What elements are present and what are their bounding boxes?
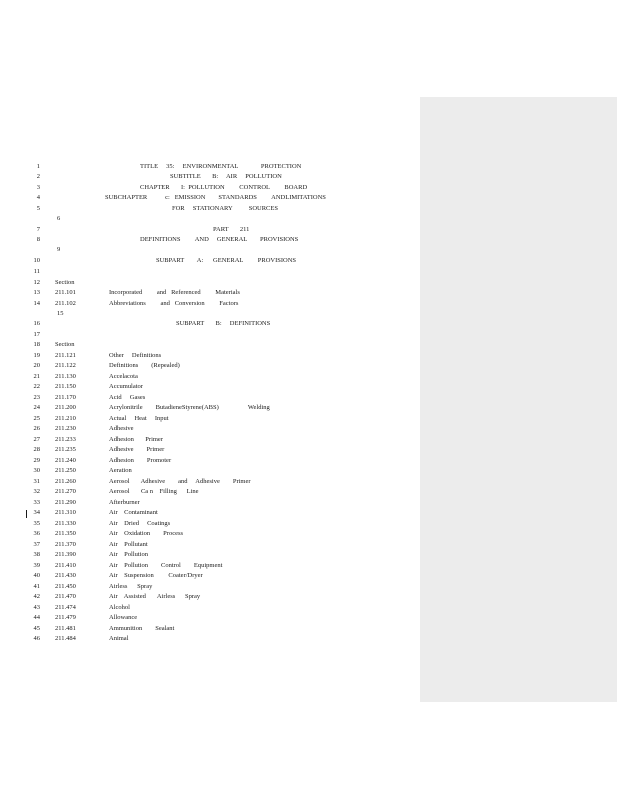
heading-text: SUBTITLE B: AIR POLLUTION — [170, 173, 282, 180]
section-number: 211.233 — [55, 436, 76, 443]
line-number: 14 — [33, 300, 40, 307]
line-number: 18 — [33, 341, 40, 348]
line-number: 38 — [33, 551, 40, 558]
line-number: 32 — [33, 488, 40, 495]
line-number: 22 — [33, 383, 40, 390]
line-number: 21 — [33, 373, 40, 380]
section-number: 211.250 — [55, 467, 76, 474]
section-title: Acid Gases — [109, 394, 146, 401]
section-title: Aeration — [109, 467, 132, 474]
line-number: 45 — [33, 625, 40, 632]
heading-text: SUBPART B: DEFINITIONS — [176, 320, 271, 327]
section-number: 211.474 — [55, 604, 76, 611]
section-number: 211.430 — [55, 572, 76, 579]
line-number: 37 — [33, 541, 40, 548]
section-title: Allowance — [109, 614, 138, 621]
line-number: 43 — [33, 604, 40, 611]
heading-text: Section — [55, 279, 75, 286]
line-number: 28 — [33, 446, 40, 453]
section-title: Air Pollution Control Equipment — [109, 562, 223, 569]
line-number: 13 — [33, 289, 40, 296]
line-number: 33 — [33, 499, 40, 506]
section-title: Adhesive Primer — [109, 446, 165, 453]
section-title: Adhesion Promoter — [109, 457, 172, 464]
section-number: 211.150 — [55, 383, 76, 390]
line-number: 25 — [33, 415, 40, 422]
section-number: 211.101 — [55, 289, 76, 296]
section-number: 211.479 — [55, 614, 76, 621]
heading-text: CHAPTER I: POLLUTION CONTROL BOARD — [140, 184, 308, 191]
section-title: Alcohol — [109, 604, 130, 611]
section-number: 211.350 — [55, 530, 76, 537]
line-number: 30 — [33, 467, 40, 474]
section-number: 211.235 — [55, 446, 76, 453]
line-number: 40 — [33, 572, 40, 579]
section-number: 211.390 — [55, 551, 76, 558]
section-number: 211.230 — [55, 425, 76, 432]
line-number: 3 — [36, 184, 40, 191]
section-number: 211.450 — [55, 583, 76, 590]
section-title: Incorporated and Referenced Materials — [109, 289, 240, 296]
line-number: 34 — [33, 509, 40, 516]
section-title: Other Definitions — [109, 352, 162, 359]
heading-text: SUBCHAPTER c: EMISSION STANDARDS ANDLIMITATIONS — [105, 194, 326, 201]
section-number: 211.470 — [55, 593, 76, 600]
line-number: 8 — [36, 236, 40, 243]
line-number: 20 — [33, 362, 40, 369]
line-number: 23 — [33, 394, 40, 401]
line-number: 19 — [33, 352, 40, 359]
section-title: Adhesion Primer — [109, 436, 163, 443]
section-number: 211.200 — [55, 404, 76, 411]
section-title: Animal — [109, 635, 129, 642]
heading-text: 6 — [57, 215, 61, 222]
section-title: Definitions (Repealed) — [109, 362, 180, 369]
section-title: Accelacota — [109, 373, 138, 380]
line-number: 46 — [33, 635, 40, 642]
line-number: 44 — [33, 614, 40, 621]
line-number: 10 — [33, 257, 40, 264]
line-number: 26 — [33, 425, 40, 432]
line-number: 12 — [33, 279, 40, 286]
section-title: Air Contaminant — [109, 509, 158, 516]
section-number: 211.121 — [55, 352, 76, 359]
heading-text: FOR STATIONARY SOURCES — [172, 205, 278, 212]
section-number: 211.170 — [55, 394, 76, 401]
section-number: 211.410 — [55, 562, 76, 569]
section-title: Adhesive — [109, 425, 134, 432]
section-title: Aerosol Ca n Filling Line — [109, 488, 199, 495]
section-title: Abbreviations and Conversion Factors — [109, 300, 239, 307]
section-number: 211.290 — [55, 499, 76, 506]
heading-text: SUBPART A: GENERAL PROVISIONS — [156, 257, 297, 264]
line-number: 24 — [33, 404, 40, 411]
section-title: Air Pollutant — [109, 541, 148, 548]
line-number: 36 — [33, 530, 40, 537]
section-number: 211.122 — [55, 362, 76, 369]
line-number: 5 — [36, 205, 40, 212]
line-number: 42 — [33, 593, 40, 600]
section-title: Air Oxidation Process — [109, 530, 184, 537]
section-title: Actual Heat Input — [109, 415, 169, 422]
section-number: 211.481 — [55, 625, 76, 632]
heading-text: DEFINITIONS AND GENERAL PROVISIONS — [140, 236, 299, 243]
section-number: 211.240 — [55, 457, 76, 464]
line-number: 4 — [36, 194, 40, 201]
comment-pane — [420, 97, 617, 702]
section-number: 211.370 — [55, 541, 76, 548]
line-number: 7 — [36, 226, 40, 233]
line-number: 16 — [33, 320, 40, 327]
section-number: 211.102 — [55, 300, 76, 307]
line-number: 29 — [33, 457, 40, 464]
section-title: Airless Spray — [109, 583, 153, 590]
line-number: 11 — [33, 268, 40, 275]
line-number: 31 — [33, 478, 40, 485]
section-title: Aerosol Adhesive and Adhesive Primer — [109, 478, 251, 485]
section-number: 211.310 — [55, 509, 76, 516]
heading-text: 15 — [57, 310, 64, 317]
section-number: 211.330 — [55, 520, 76, 527]
line-number: 1 — [36, 163, 40, 170]
section-number: 211.130 — [55, 373, 76, 380]
section-title: Air Suspension Coater/Dryer — [109, 572, 203, 579]
line-number: 17 — [33, 331, 40, 338]
heading-text: TITLE 35: ENVIRONMENTAL PROTECTION — [140, 163, 302, 170]
section-title: Afterburner — [109, 499, 140, 506]
section-title: Air Dried Coatings — [109, 520, 171, 527]
line-number: 41 — [33, 583, 40, 590]
line-number: 39 — [33, 562, 40, 569]
section-title: Acrylonitrile ButadieneStyrene(ABS) Welding — [109, 404, 270, 411]
section-number: 211.260 — [55, 478, 76, 485]
heading-text: Section — [55, 341, 75, 348]
heading-text: PART 211 — [213, 226, 250, 233]
line-number: 27 — [33, 436, 40, 443]
section-number: 211.210 — [55, 415, 76, 422]
section-title: Ammunition Sealant — [109, 625, 175, 632]
line-number: 2 — [36, 173, 40, 180]
line-number: 35 — [33, 520, 40, 527]
section-title: Air Pollution — [109, 551, 149, 558]
heading-text: 9 — [57, 246, 61, 253]
section-number: 211.270 — [55, 488, 76, 495]
section-title: Accumulator — [109, 383, 143, 390]
section-number: 211.484 — [55, 635, 76, 642]
section-title: Air Assisted Airless Spray — [109, 593, 201, 600]
